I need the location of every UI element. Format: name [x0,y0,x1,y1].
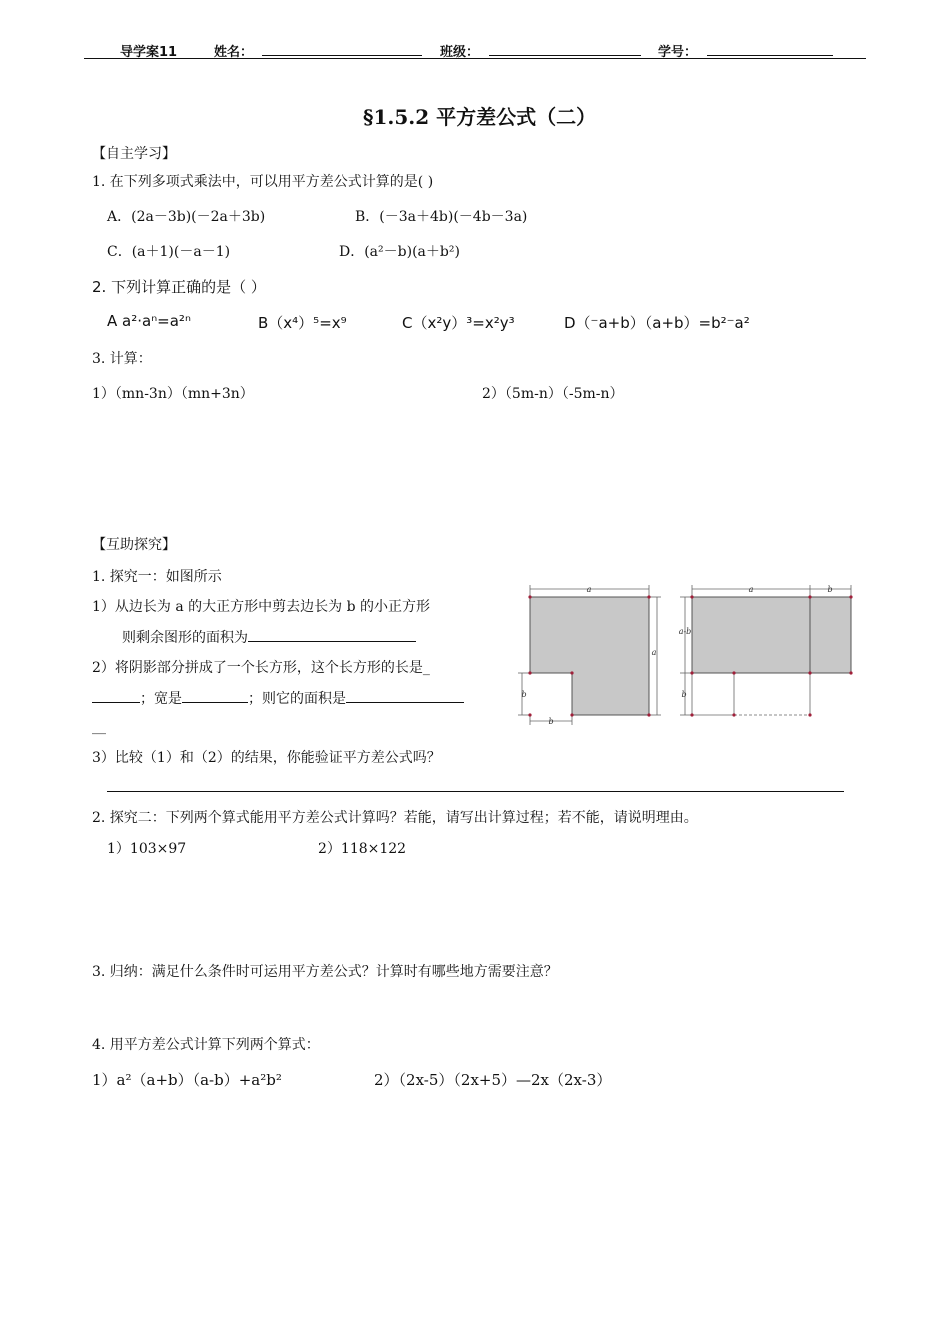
q1-option-d: D．(a²－b)(a＋b²) [339,244,460,260]
explore4-part1: 1）a²（a+b）（a-b）+a²b² [92,1071,282,1089]
left-a-right: a [651,648,657,657]
explore1-stem: 1. 探究一：如图所示 [92,569,222,585]
q2-option-b: B（x⁴）⁵=x⁹ [258,314,347,332]
left-a-top: a [586,585,592,594]
q1-option-a: A．(2a－3b)(－2a＋3b) [107,209,266,225]
explore1-line4 [92,688,464,708]
class-field[interactable] [489,42,641,56]
rectangle-part-1 [692,597,810,673]
explore1-line2 [122,627,416,647]
q1-option-b: B．(－3a＋4b)(－4b－3a) [355,209,528,225]
class-label: 班级： [440,45,480,60]
q3-stem: 3. 计算： [92,351,152,367]
explore2-stem: 2. 探究二：下列两个算式能用平方差公式计算吗？若能，请写出计算过程；若不能，请说明理由。 [92,810,698,826]
explore1-line6: 3）比较（1）和（2）的结果，你能验证平方差公式吗？ [92,750,441,766]
width-label: ；宽是 [140,691,182,707]
rectangle-part-2 [810,597,851,673]
rect-area-blank[interactable] [346,690,464,703]
q2-stem: 2. 下列计算正确的是（ ） [92,278,266,296]
answer-line[interactable] [107,791,844,792]
explore2-part1: 1）103×97 [107,841,187,857]
id-field[interactable] [707,42,833,56]
q1-option-c: C．(a＋1)(－a－1) [107,244,231,260]
right-a-top: a [748,585,754,594]
remaining-region [530,597,649,715]
square-diagram [514,580,859,726]
explore2-part2: 2）118×122 [318,841,407,857]
explore3-stem: 3. 归纳：满足什么条件时可运用平方差公式？计算时有哪些地方需要注意？ [92,964,558,980]
rect-area-label: ；则它的面积是 [248,691,346,707]
q1-stem: 1. 在下列多项式乘法中，可以用平方差公式计算的是( ) [92,174,434,190]
right-b-left: b [681,690,687,699]
name-field[interactable] [262,42,422,56]
width-blank[interactable] [182,690,248,703]
explore1-line3: 2）将阴影部分拼成了一个长方形，这个长方形的长是_ [92,660,430,676]
case-label: 导学案11 [120,45,178,60]
q2-option-c: C（x²y）³=x²y³ [402,314,515,332]
explore1-line5: __ [92,719,106,735]
section-explore-heading: 【互助探究】 [92,537,176,553]
left-b-left: b [521,690,527,699]
q3-part2: 2）（5m-n）（-5m-n） [482,386,624,402]
explore4-stem: 4. 用平方差公式计算下列两个算式： [92,1037,320,1053]
header-rule [84,58,866,59]
q2-option-d: D（⁻a+b）（a+b）=b²⁻a² [564,314,750,332]
explore1-line1: 1）从边长为 a 的大正方形中剪去边长为 b 的小正方形 [92,599,431,615]
left-b-bottom: b [548,717,554,726]
area-blank[interactable] [248,629,416,642]
right-ab-left: a-b [678,627,692,636]
length-blank[interactable] [92,690,140,703]
name-label: 姓名： [214,45,254,60]
explore4-part2: 2）（2x-5）（2x+5）—2x（2x-3） [374,1071,612,1089]
right-b-top: b [827,585,833,594]
explore1-area-label: 则剩余图形的面积为 [122,630,248,646]
id-label: 学号： [658,45,698,60]
page-title: §1.5.2 平方差公式（二） [363,105,597,129]
section-self-study-heading: 【自主学习】 [92,146,176,162]
q2-option-a: A a²·aⁿ=a²ⁿ [107,312,191,330]
q3-part1: 1）（mn-3n）（mn+3n） [92,386,254,402]
